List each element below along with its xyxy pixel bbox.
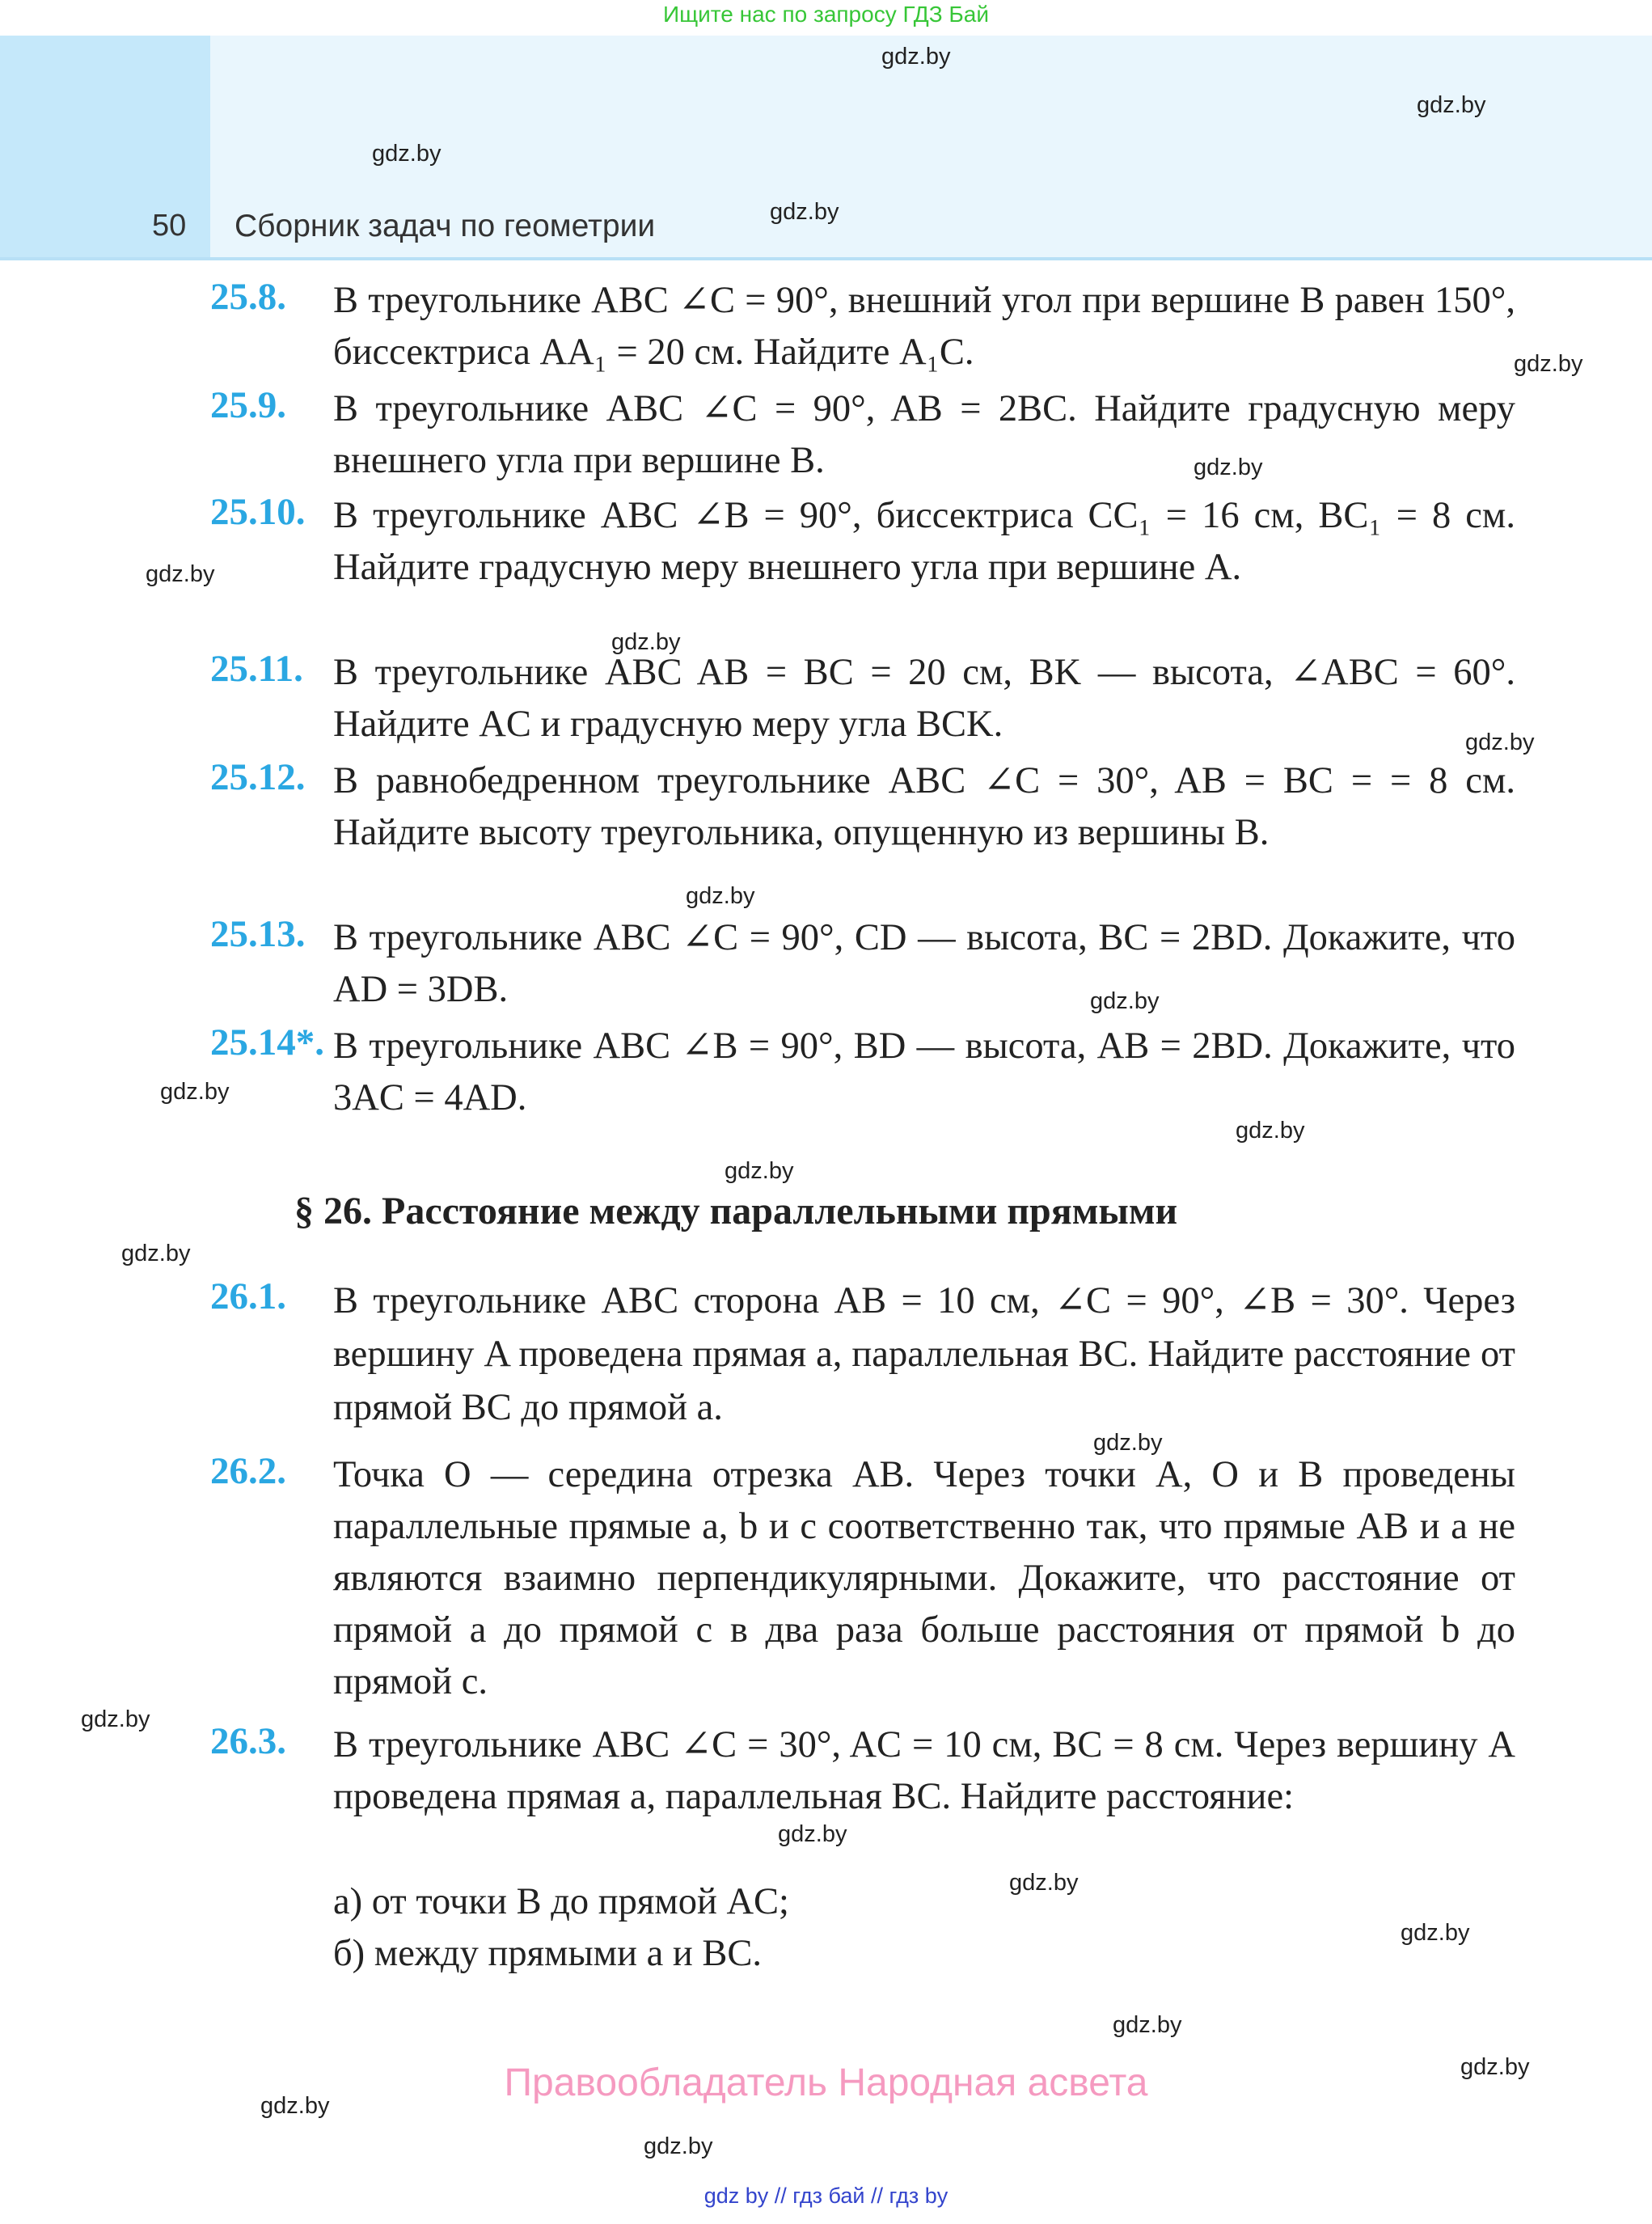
watermark: gdz.by bbox=[260, 2093, 330, 2119]
watermark: gdz.by bbox=[1194, 455, 1263, 480]
section-heading: § 26. Расстояние между параллельными прямыми bbox=[294, 1190, 1178, 1233]
problem-text: В треугольнике ABC ∠C = 90°, внешний угол при вершине B равен 150°, биссектриса AA₁ = 20 см. Найдите A₁C. bbox=[333, 280, 1515, 373]
footer-links[interactable]: gdz by // гдз бай // гдз by bbox=[703, 2184, 949, 2208]
watermark: gdz.by bbox=[1236, 1118, 1305, 1144]
watermark: gdz.by bbox=[686, 883, 755, 909]
watermark: gdz.by bbox=[160, 1079, 230, 1105]
watermark: gdz.by bbox=[770, 199, 839, 225]
problem-number: 25.14*. bbox=[210, 1021, 324, 1063]
header-rule bbox=[0, 257, 1652, 260]
watermark: gdz.by bbox=[1009, 1870, 1079, 1896]
problem-number: 26.3. bbox=[210, 1720, 286, 1762]
problem-number: 26.2. bbox=[210, 1450, 286, 1492]
problem-text: В треугольнике ABC AB = BC = 20 см, BK — высота, ∠ABC = 60°. Найдите AC и градусную меру угла BCK. bbox=[333, 652, 1515, 745]
page-number: 50 bbox=[152, 209, 187, 243]
watermark: gdz.by bbox=[81, 1706, 150, 1732]
watermark: gdz.by bbox=[644, 2133, 713, 2159]
watermark: gdz.by bbox=[1460, 2054, 1530, 2080]
problem-text: В треугольнике ABC сторона AB = 10 см, ∠C = 90°, ∠B = 30°. Через вершину A проведена прямая a, параллельная BC. Найдите расстояние от прямой BC до прямой a. bbox=[333, 1280, 1515, 1428]
watermark: gdz.by bbox=[1514, 351, 1583, 377]
watermark: gdz.by bbox=[881, 44, 951, 70]
problem-text: В треугольнике ABC ∠B = 90°, BD — высота, AB = 2BD. Докажите, что 3AC = 4AD. bbox=[333, 1025, 1515, 1118]
problem-number: 25.8. bbox=[210, 276, 286, 318]
watermark: gdz.by bbox=[725, 1158, 794, 1184]
answer-item: а) от точки B до прямой AC; bbox=[333, 1881, 789, 1922]
problem-number: 25.11. bbox=[210, 648, 303, 690]
watermark: gdz.by bbox=[1113, 2012, 1182, 2038]
watermark: gdz.by bbox=[372, 141, 442, 167]
problem-text: В треугольнике ABC ∠C = 90°, CD — высота, BC = 2BD. Докажите, что AD = 3DB. bbox=[333, 917, 1515, 1010]
watermark: gdz.by bbox=[778, 1821, 847, 1847]
watermark: gdz.by bbox=[121, 1241, 191, 1266]
problem-text: В треугольнике ABC ∠C = 30°, AC = 10 см, BC = 8 см. Через вершину A проведена прямая a, параллельная BC. Найдите расстояние: bbox=[333, 1724, 1515, 1817]
problem-text: В треугольнике ABC ∠B = 90°, биссектриса CC₁ = 16 см, BC₁ = 8 см. Найдите градусную меру внешнего угла при вершине A. bbox=[333, 495, 1515, 588]
watermark: gdz.by bbox=[146, 561, 215, 587]
watermark: gdz.by bbox=[1093, 1430, 1163, 1456]
copyright-notice: Правообладатель Народная асвета bbox=[504, 2061, 1148, 2104]
watermark: gdz.by bbox=[1417, 92, 1486, 118]
watermark: gdz.by bbox=[1465, 729, 1535, 755]
watermark: gdz.by bbox=[1401, 1920, 1470, 1946]
top-banner[interactable]: Ищите нас по запросу ГДЗ Бай bbox=[662, 2, 990, 27]
problem-number: 26.1. bbox=[210, 1275, 286, 1317]
problem-text: В равнобедренном треугольнике ABC ∠C = 30°, AB = BC = = 8 см. Найдите высоту треугольника, опущенную из вершины B. bbox=[333, 760, 1515, 853]
problem-text: Точка O — середина отрезка AB. Через точки A, O и B проведены параллельные прямые a, b и c соответственно так, что прямые AB и a не являются взаимно перпендикулярными. Докажите, что расстояние от прямой a до прямой c в два раза больше расстояния от прямой b до прямой c. bbox=[333, 1454, 1515, 1702]
problem-number: 25.10. bbox=[210, 491, 306, 533]
watermark: gdz.by bbox=[1090, 988, 1160, 1014]
problem-number: 25.12. bbox=[210, 756, 306, 798]
running-title: Сборник задач по геометрии bbox=[234, 209, 656, 243]
answer-item: б) между прямыми a и BC. bbox=[333, 1933, 763, 1974]
problem-number: 25.13. bbox=[210, 913, 306, 955]
problem-text: В треугольнике ABC ∠C = 90°, AB = 2BC. Найдите градусную меру внешнего угла при вершине B. bbox=[333, 388, 1515, 481]
problem-number: 25.9. bbox=[210, 384, 286, 426]
watermark: gdz.by bbox=[611, 629, 681, 655]
